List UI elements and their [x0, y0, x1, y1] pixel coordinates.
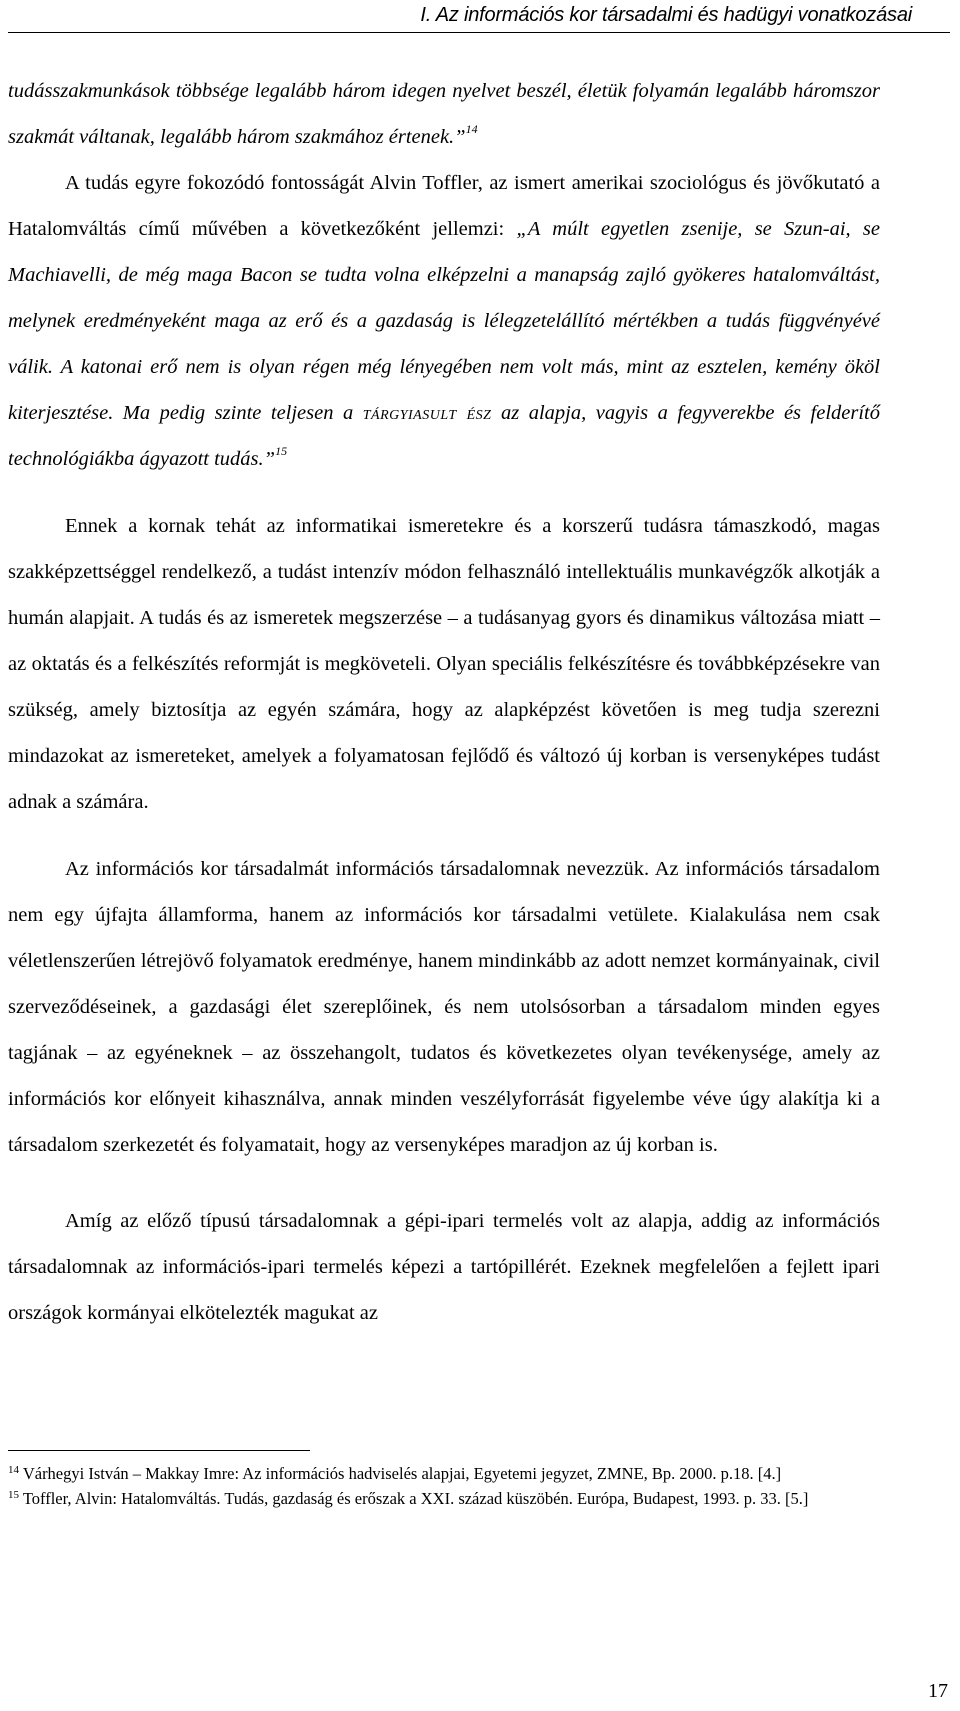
toffler-quote-part-2: az alapja, vagyis a fegyverekbe és felderítő technológiákba ágyazott tudás.”: [8, 402, 880, 470]
paragraph-1: [8, 68, 880, 160]
paragraph-4: Az információs kor társadalmát információs társadalomnak nevezzük. Az információs társadalom nem egy újfajta államforma, hanem az információs kor társadalmi vetülete. Kialakulása nem csak véletlenszerűen létrejövő folyamatok eredménye, hanem mindinkább az adott nemzet kormányainak, civil szerveződéseinek, a gazdasági élet szereplőinek, és nem utolsósorban a társadalom minden egyes tagjának – az egyéneknek – az összehangolt, tudatos és következetes olyan tevékenysége, amely az információs kor előnyeit kihasználva, annak minden veszélyforrását figyelembe véve úgy alakítja ki a társadalom szerkezetét és folyamatait, hogy az versenyképes maradjon az új korban is.: [8, 858, 880, 1156]
footnote-15-text: Toffler, Alvin: Hatalomváltás. Tudás, gazdaság és erőszak a XXI. század küszöbén. Európa, Budapest, 1993. p. 33. [5.]: [19, 1488, 809, 1508]
paragraph-2-lead: A tudás egyre fokozódó fontosságát Alvin Toffler, az ismert amerikai szociológus és jövőkutató a Hatalomváltás című művében a következőként jellemzi:: [8, 172, 880, 240]
footnotes: [8, 1463, 880, 1512]
header-rule: [8, 32, 950, 33]
toffler-quote-smallcaps: tárgyiasult ész: [362, 402, 492, 424]
running-header: [0, 0, 960, 40]
footnote-ref-15[interactable]: 15: [275, 444, 288, 458]
paragraph-1-text: tudásszakmunkások többsége legalább három idegen nyelvet beszél, életük folyamán legalább háromszor szakmát váltanak, legalább három szakmához értenek.”: [8, 80, 880, 148]
paragraph-2: [8, 160, 880, 482]
footnote-14-text: Várhegyi István – Makkay Imre: Az információs hadviselés alapjai, Egyetemi jegyzet, ZMNE, Bp. 2000. p.18. [4.]: [19, 1464, 782, 1483]
body-text: [8, 68, 880, 1336]
footnote-15: [8, 1488, 880, 1510]
paragraph-5: Amíg az előző típusú társadalomnak a gépi-ipari termelés volt az alapja, addig az információs társadalomnak az információs-ipari termelés képezi a tartópillérét. Ezeknek megfelelően a fejlett ipari országok kormányai elkötelezték magukat az: [8, 1210, 880, 1324]
page-number: 17: [928, 1680, 948, 1702]
footnote-14: [8, 1463, 880, 1485]
footnote-14-mark: 14: [8, 1464, 19, 1476]
toffler-quote-part-1: „A múlt egyetlen zsenije, se Szun-ai, se Machiavelli, de még maga Bacon se tudta volna elképzelni a manapság zajló gyökeres hatalomváltást, melynek eredményeként maga az erő és a gazdaság is lélegzetelállító mértékben a tudás függvényévé válik. A katonai erő nem is olyan régen még lényegében nem volt más, mint az esztelen, kemény ököl kiterjesztése. Ma pedig szinte teljesen a: [8, 218, 880, 424]
footnote-ref-14[interactable]: 14: [465, 122, 478, 136]
paragraph-3: Ennek a kornak tehát az informatikai ismeretekre és a korszerű tudásra támaszkodó, magas szakképzettséggel rendelkező, a tudást intenzív módon felhasználó intellektuális munkavégzők alkotják a humán alapjait. A tudás és az ismeretek megszerzése – a tudásanyag gyors és dinamikus változása miatt – az oktatás és a felkészítés reformját is megköveteli. Olyan speciális felkészítésre és továbbképzésekre van szükség, amely biztosítja az egyén számára, hogy az alapképzést követően is meg tudja szerezni mindazokat az ismereteket, amelyek a folyamatosan fejlődő és változó új korban is versenyképes tudást adnak a számára.: [8, 515, 880, 813]
footnote-separator: [8, 1450, 310, 1451]
header-title: I. Az információs kor társadalmi és hadügyi vonatkozásai: [420, 4, 912, 26]
footnote-15-mark: 15: [8, 1488, 19, 1501]
